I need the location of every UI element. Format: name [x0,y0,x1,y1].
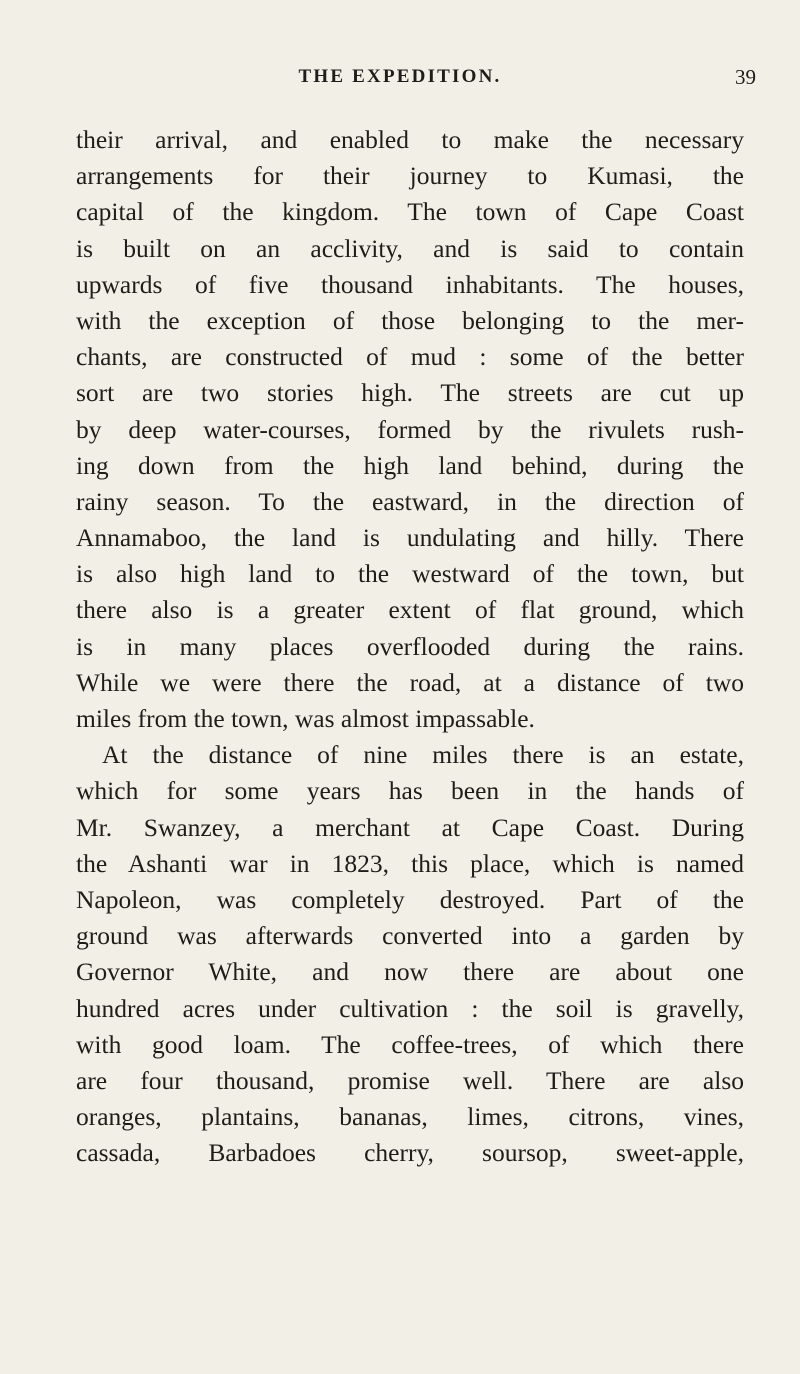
text-line: which for some years has been in the hands of [76,776,744,806]
text-line: rainy season. To the eastward, in the direction of [76,486,744,516]
text-line: by deep water-courses, formed by the rivulets rush- [76,414,744,444]
text-line: Governor White, and now there are about one [76,957,744,987]
text-line: is built on an acclivity, and is said to contain [76,233,744,263]
text-line: At the distance of nine miles there is an estate, [102,740,744,770]
text-line: hundred acres under cultivation : the soil is gravelly, [76,993,744,1023]
text-line: upwards of five thousand inhabitants. The houses, [76,269,744,299]
body-text [76,122,744,1171]
running-title: THE EXPEDITION. [298,66,502,87]
text-line: sort are two stories high. The streets are cut up [76,378,744,408]
text-line: are four thousand, promise well. There are also [76,1065,744,1095]
text-line: there also is a greater extent of flat ground, which [76,595,744,625]
text-line: their arrival, and enabled to make the necessary [76,125,744,154]
text-line: Napoleon, was completely destroyed. Part of the [76,884,744,914]
text-line: is also high land to the westward of the town, but [76,559,744,589]
text-line: ground was afterwards converted into a garden by [76,921,744,951]
text-line: ing down from the high land behind, during the [76,450,744,480]
text-line: Mr. Swanzey, a merchant at Cape Coast. During [76,812,744,842]
text-line: miles from the town, was almost impassable. [76,704,535,733]
text-line: oranges, plantains, bananas, limes, citrons, vines, [76,1102,744,1132]
text-line: with good loam. The coffee-trees, of which there [76,1029,744,1059]
text-line: is in many places overflooded during the rains. [76,631,744,661]
text-line: arrangements for their journey to Kumasi, the [76,161,744,191]
text-line: While we were there the road, at a distance of two [76,667,744,697]
text-line: chants, are constructed of mud : some of the better [76,342,744,372]
text-line: Annamaboo, the land is undulating and hilly. There [76,523,744,553]
text-line: the Ashanti war in 1823, this place, which is named [76,848,744,878]
text-line: cassada, Barbadoes cherry, soursop, sweet-apple, [76,1138,744,1168]
page-number: 39 [735,65,756,89]
text-line: capital of the kingdom. The town of Cape Coast [76,197,744,227]
running-head [0,64,800,94]
text-line: with the exception of those belonging to the mer- [76,305,744,335]
